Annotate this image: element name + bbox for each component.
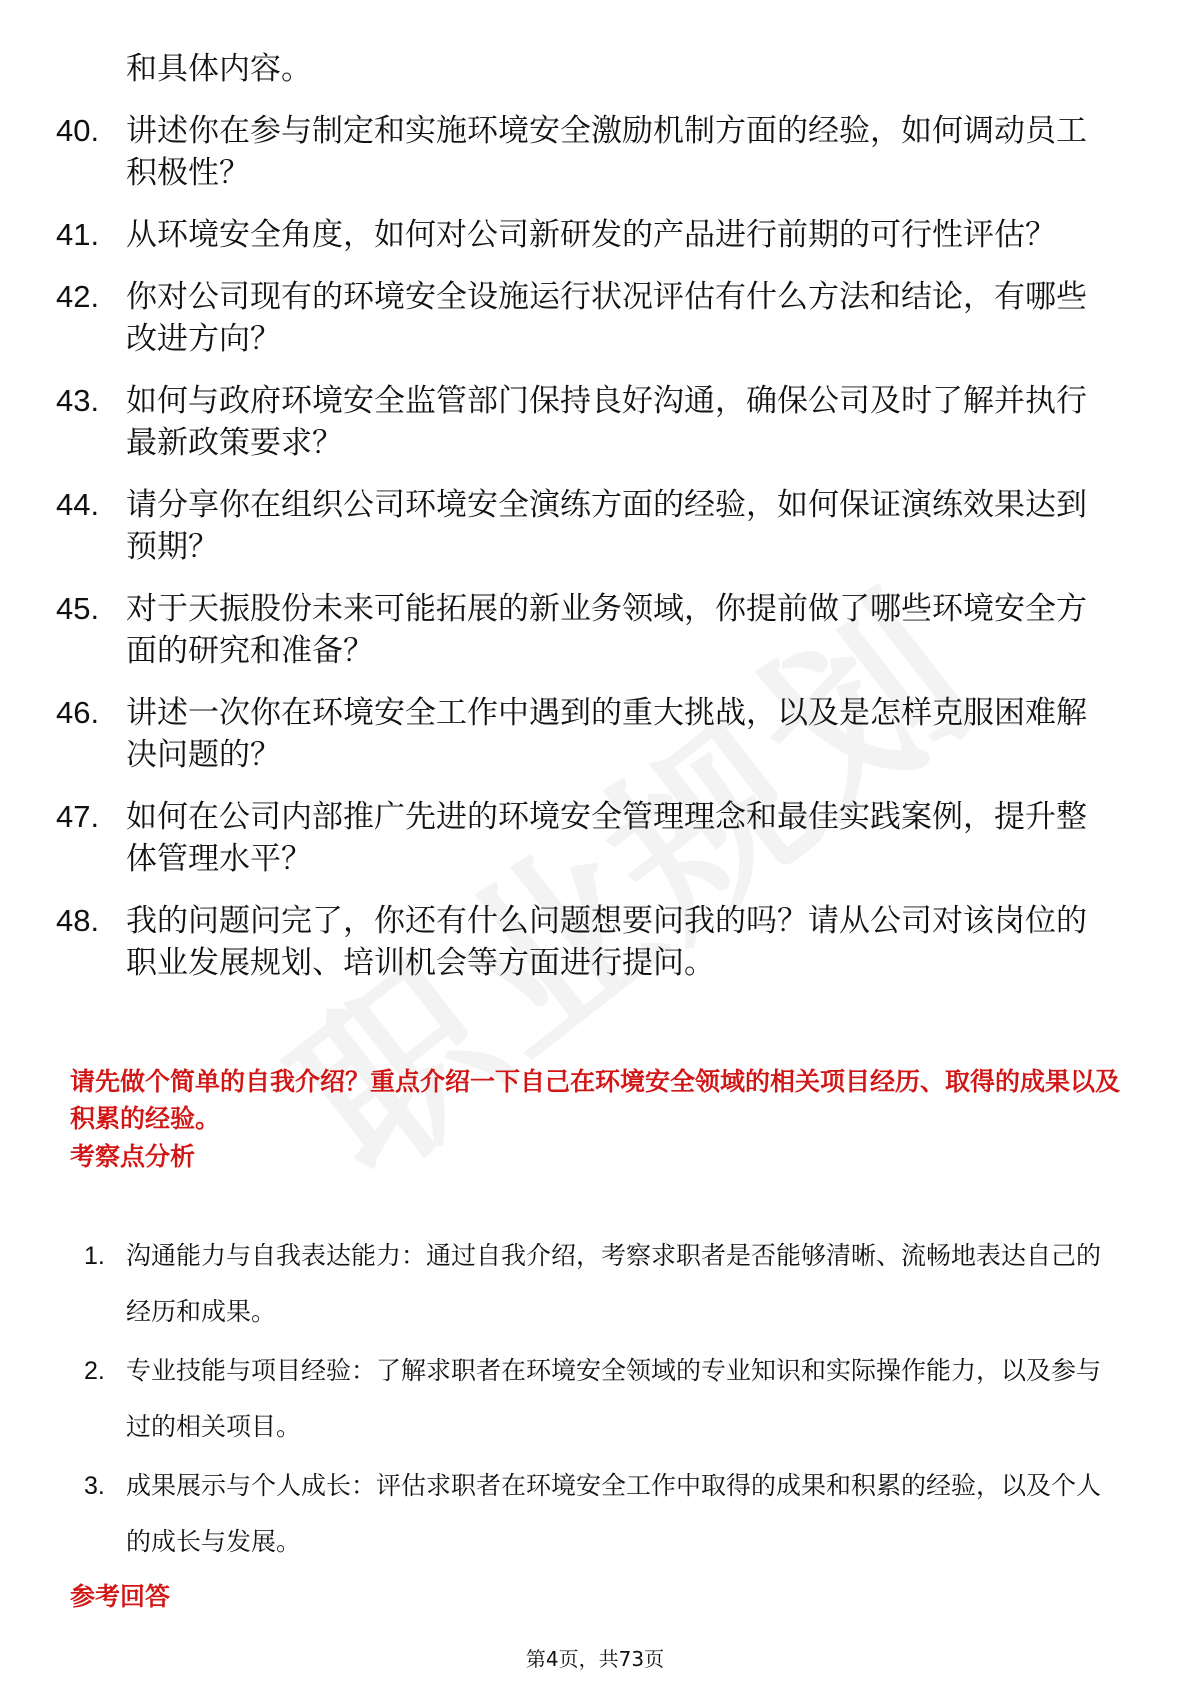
question-text: 对于天振股份未来可能拓展的新业务领域，你提前做了哪些环境安全方面的研究和准备？	[126, 591, 1087, 669]
question-item	[56, 484, 1116, 568]
question-item	[56, 214, 1116, 256]
question-number: 41.	[56, 217, 100, 252]
analysis-point-number: 2.	[84, 1357, 105, 1385]
question-item	[56, 380, 1116, 464]
question-item	[56, 900, 1116, 984]
analysis-point-text: 沟通能力与自我表达能力：通过自我介绍，考察求职者是否能够清晰、流畅地表达自己的经历和成果。	[126, 1241, 1102, 1326]
question-text: 你对公司现有的环境安全设施运行状况评估有什么方法和结论，有哪些改进方向？	[126, 279, 1087, 357]
question-text: 我的问题问完了，你还有什么问题想要问我的吗？请从公司对该岗位的职业发展规划、培训机会等方面进行提问。	[126, 903, 1087, 981]
question-item	[56, 276, 1116, 360]
analysis-point	[84, 1458, 1124, 1570]
question-item	[56, 796, 1116, 880]
question-text: 从环境安全角度，如何对公司新研发的产品进行前期的可行性评估？	[126, 217, 1056, 253]
question-text: 如何在公司内部推广先进的环境安全管理理念和最佳实践案例，提升整体管理水平？	[126, 799, 1087, 877]
question-text: 如何与政府环境安全监管部门保持良好沟通，确保公司及时了解并执行最新政策要求？	[126, 383, 1087, 461]
question-item	[56, 110, 1116, 194]
analysis-heading: 考察点分析	[70, 1142, 196, 1171]
question-number: 46.	[56, 695, 100, 730]
reference-answer-heading: 参考回答	[70, 1582, 171, 1611]
analysis-point-list	[84, 1228, 1124, 1573]
question-number: 40.	[56, 113, 100, 148]
question-text: 讲述你在参与制定和实施环境安全激励机制方面的经验，如何调动员工积极性？	[126, 113, 1087, 191]
question-text: 请分享你在组织公司环境安全演练方面的经验，如何保证演练效果达到预期？	[126, 487, 1087, 565]
question-item	[56, 692, 1116, 776]
interview-question-list	[56, 110, 1116, 1004]
question-number: 48.	[56, 903, 100, 938]
question-number: 42.	[56, 279, 100, 314]
question-text: 讲述一次你在环境安全工作中遇到的重大挑战，以及是怎样克服困难解决问题的？	[126, 695, 1087, 773]
analysis-point-number: 3.	[84, 1472, 105, 1500]
analysis-point	[84, 1228, 1124, 1340]
question-number: 44.	[56, 487, 100, 522]
analysis-point-text: 专业技能与项目经验：了解求职者在环境安全领域的专业知识和实际操作能力，以及参与过的相关项目。	[126, 1356, 1102, 1441]
analysis-point	[84, 1343, 1124, 1455]
question-item	[56, 588, 1116, 672]
question-number: 43.	[56, 383, 100, 418]
analysis-point-number: 1.	[84, 1242, 105, 1270]
question-number: 47.	[56, 799, 100, 834]
question-number: 45.	[56, 591, 100, 626]
highlight-question: 请先做个简单的自我介绍？重点介绍一下自己在环境安全领域的相关项目经历、取得的成果以及积累的经验。	[70, 1067, 1121, 1133]
previous-question-continuation: 和具体内容。	[126, 51, 312, 87]
page-footer: 第4页，共73页	[525, 1647, 665, 1671]
analysis-point-text: 成果展示与个人成长：评估求职者在环境安全工作中取得的成果和积累的经验，以及个人的成长与发展。	[126, 1471, 1102, 1556]
